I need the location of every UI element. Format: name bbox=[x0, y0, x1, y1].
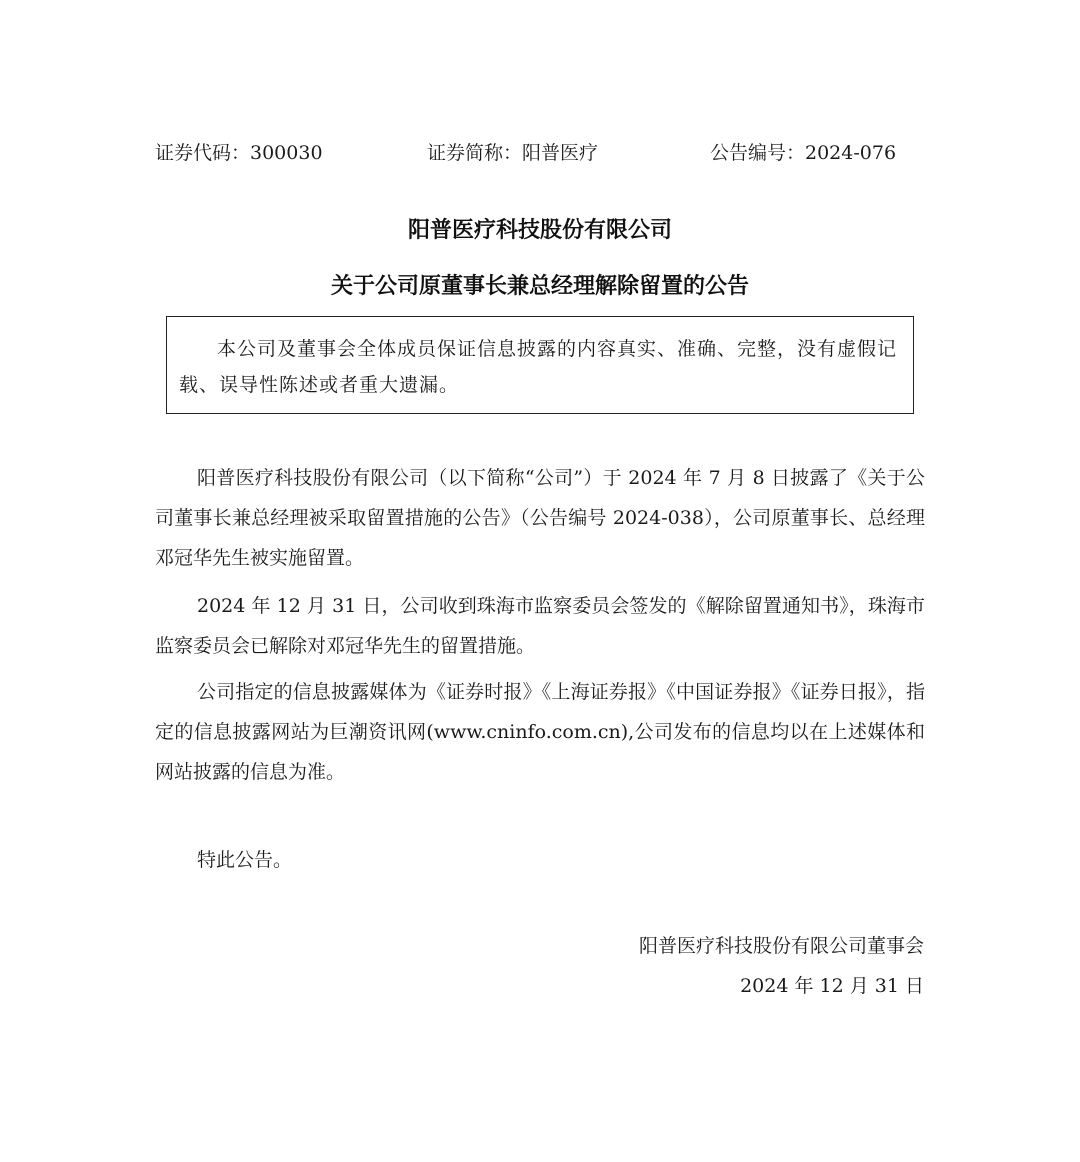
announcement-title: 关于公司原董事长兼总经理解除留置的公告 bbox=[330, 274, 749, 299]
company-title: 阳普医疗科技股份有限公司 bbox=[407, 218, 672, 243]
signatory: 阳普医疗科技股份有限公司董事会 bbox=[638, 935, 924, 957]
security-code: 证券代码：300030 bbox=[155, 142, 323, 164]
document-header bbox=[155, 138, 915, 168]
disclaimer-box bbox=[166, 316, 914, 414]
signature-date: 2024 年 12 月 31 日 bbox=[740, 975, 924, 997]
body-paragraph: 公司指定的信息披露媒体为《证券时报》《上海证券报》《中国证券报》《证券日报》，指定的信息披露网站为巨潮资讯网(www.cninfo.com.cn),公司发布的信息均以在上述媒体和网站披露的信息为准。 bbox=[155, 681, 925, 783]
body-paragraph: 2024 年 12 月 31 日，公司收到珠海市监察委员会签发的《解除留置通知书》，珠海市监察委员会已解除对邓冠华先生的留置措施。 bbox=[155, 595, 925, 657]
announcement-number: 公告编号：2024-076 bbox=[710, 142, 897, 164]
security-short-name: 证券简称：阳普医疗 bbox=[427, 142, 599, 164]
closing-statement: 特此公告。 bbox=[197, 849, 293, 871]
disclaimer-text: 本公司及董事会全体成员保证信息披露的内容真实、准确、完整，没有虚假记载、误导性陈述或者重大遗漏。 bbox=[179, 338, 898, 396]
body-paragraph: 阳普医疗科技股份有限公司（以下简称“公司”）于 2024 年 7 月 8 日披露了《关于公司董事长兼总经理被采取留置措施的公告》（公告编号 2024-038），公司原董事长、总经理邓冠华先生被实施留置。 bbox=[155, 467, 925, 569]
